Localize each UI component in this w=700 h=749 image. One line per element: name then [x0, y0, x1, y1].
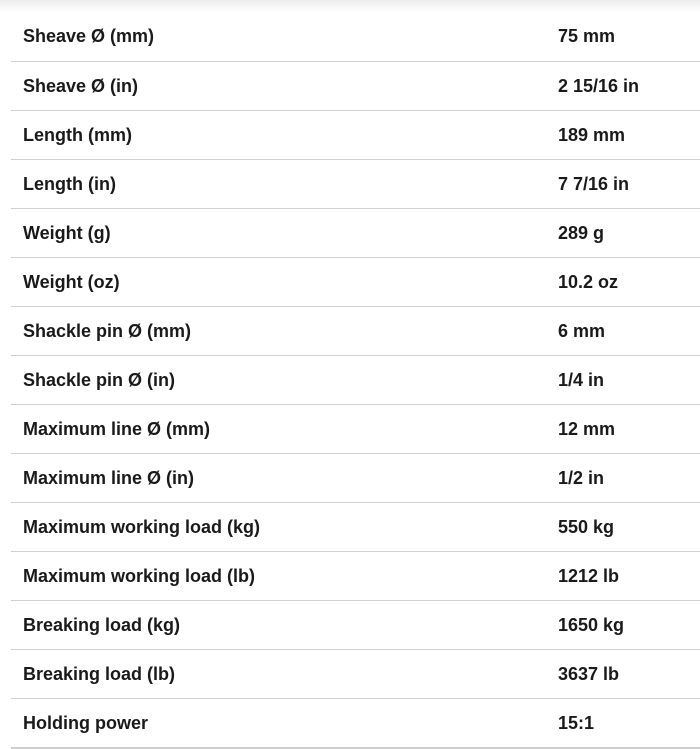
- spec-label: Shackle pin Ø (mm): [23, 320, 192, 341]
- spec-row-length-in: [11, 159, 700, 208]
- spec-row-weight-g: [11, 208, 700, 257]
- spec-row-breaking-load-kg: [11, 600, 700, 649]
- top-shadow: [0, 0, 700, 12]
- spec-value: 10.2 oz: [558, 271, 619, 292]
- spec-value: 2 15/16 in: [558, 75, 640, 96]
- spec-value: 3637 lb: [558, 663, 620, 684]
- spec-label: Length (in): [23, 173, 116, 194]
- spec-value: 1/2 in: [558, 467, 605, 488]
- spec-value: 7 7/16 in: [558, 173, 630, 194]
- spec-row-max-line-in: [11, 453, 700, 502]
- spec-value: 1212 lb: [558, 565, 620, 586]
- spec-label: Maximum working load (lb): [23, 565, 256, 586]
- spec-label: Length (mm): [23, 124, 132, 145]
- spec-row-max-line-mm: [11, 404, 700, 453]
- spec-row-max-working-load-lb: [11, 551, 700, 600]
- specifications-body: [11, 12, 700, 748]
- spec-label: Breaking load (lb): [23, 663, 176, 684]
- spec-label: Sheave Ø (in): [23, 75, 139, 96]
- spec-value: 189 mm: [558, 124, 626, 145]
- spec-row-breaking-load-lb: [11, 649, 700, 698]
- spec-value: 289 g: [558, 222, 605, 243]
- spec-value: 550 kg: [558, 516, 615, 537]
- spec-row-holding-power: [11, 698, 700, 748]
- specifications-table: [11, 12, 700, 749]
- spec-label: Shackle pin Ø (in): [23, 369, 176, 390]
- spec-value: 1/4 in: [558, 369, 605, 390]
- spec-row-sheave-diameter-mm: [11, 12, 700, 61]
- spec-row-weight-oz: [11, 257, 700, 306]
- spec-label: Maximum working load (kg): [23, 516, 261, 537]
- spec-row-shackle-pin-in: [11, 355, 700, 404]
- spec-label: Weight (oz): [23, 271, 120, 292]
- spec-label: Sheave Ø (mm): [23, 26, 155, 47]
- spec-value: 15:1: [558, 712, 595, 733]
- spec-row-max-working-load-kg: [11, 502, 700, 551]
- spec-label: Maximum line Ø (in): [23, 467, 195, 488]
- spec-label: Breaking load (kg): [23, 614, 181, 635]
- spec-row-length-mm: [11, 110, 700, 159]
- spec-row-sheave-diameter-in: [11, 61, 700, 110]
- spec-value: 75 mm: [558, 26, 616, 47]
- spec-row-shackle-pin-mm: [11, 306, 700, 355]
- spec-label: Weight (g): [23, 222, 111, 243]
- spec-label: Holding power: [23, 712, 148, 733]
- spec-value: 1650 kg: [558, 614, 625, 635]
- spec-label: Maximum line Ø (mm): [23, 418, 211, 439]
- spec-value: 6 mm: [558, 320, 606, 341]
- spec-value: 12 mm: [558, 418, 616, 439]
